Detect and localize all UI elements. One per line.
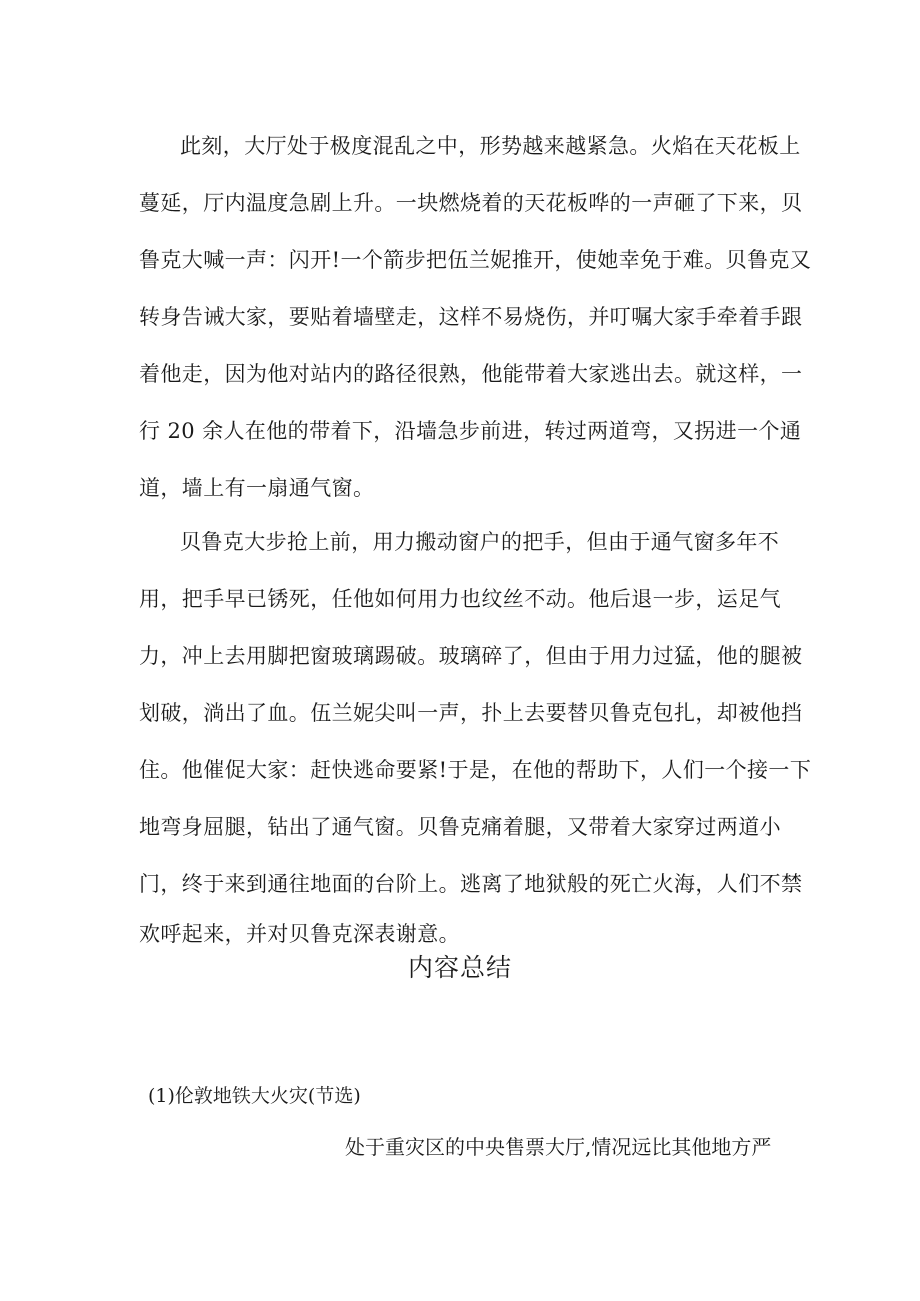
text-line: 力，冲上去用脚把窗玻璃踢破。玻璃碎了，但由于用力过猛，他的腿被 <box>139 644 803 668</box>
text-line: 行 20 余人在他的带着下，沿墙急步前进，转过两道弯，又拐进一个通 <box>139 419 802 443</box>
text-line: 转身告诫大家，要贴着墙壁走，这样不易烧伤，并叮嘱大家手牵着手跟 <box>139 305 803 329</box>
text-line: 用，把手早已锈死，任他如何用力也纹丝不动。他后退一步，运足气 <box>139 587 781 611</box>
text-line: 道，墙上有一扇通气窗。 <box>139 476 375 500</box>
text-line: 地弯身屈腿，钻出了通气窗。贝鲁克痛着腿，又带着大家穿过两道小 <box>139 815 781 839</box>
text-line: 住。他催促大家：赶快逃命要紧!于是，在他的帮助下，人们一个接一下 <box>139 758 812 782</box>
summary-title: 内容总结 <box>407 953 512 982</box>
text-line: 贝鲁克大步抢上前，用力搬动窗户的把手，但由于通气窗多年不 <box>180 530 780 554</box>
text-line: 蔓延，厅内温度急剧上升。一块燃烧着的天花板哗的一声砸了下来，贝 <box>139 191 803 215</box>
text-line: 鲁克大喊一声：闪开!一个箭步把伍兰妮推开，使她幸免于难。贝鲁克又 <box>139 248 812 272</box>
text-line: 处于重灾区的中央售票大厅,情况远比其他地方严 <box>345 1135 772 1159</box>
text-line: 划破，淌出了血。伍兰妮尖叫一声，扑上去要替贝鲁克包扎，却被他挡 <box>139 701 803 725</box>
section-subheading: (1)伦敦地铁大火灾(节选) <box>148 1085 361 1107</box>
text-line: 门，终于来到通往地面的台阶上。逃离了地狱般的死亡火海，人们不禁 <box>139 872 803 896</box>
text-line: 欢呼起来，并对贝鲁克深表谢意。 <box>139 922 460 946</box>
text-line: 此刻，大厅处于极度混乱之中，形势越来越紧急。火焰在天花板上 <box>180 134 801 158</box>
text-line: 着他走，因为他对站内的路径很熟，他能带着大家逃出去。就这样，一 <box>139 362 803 386</box>
